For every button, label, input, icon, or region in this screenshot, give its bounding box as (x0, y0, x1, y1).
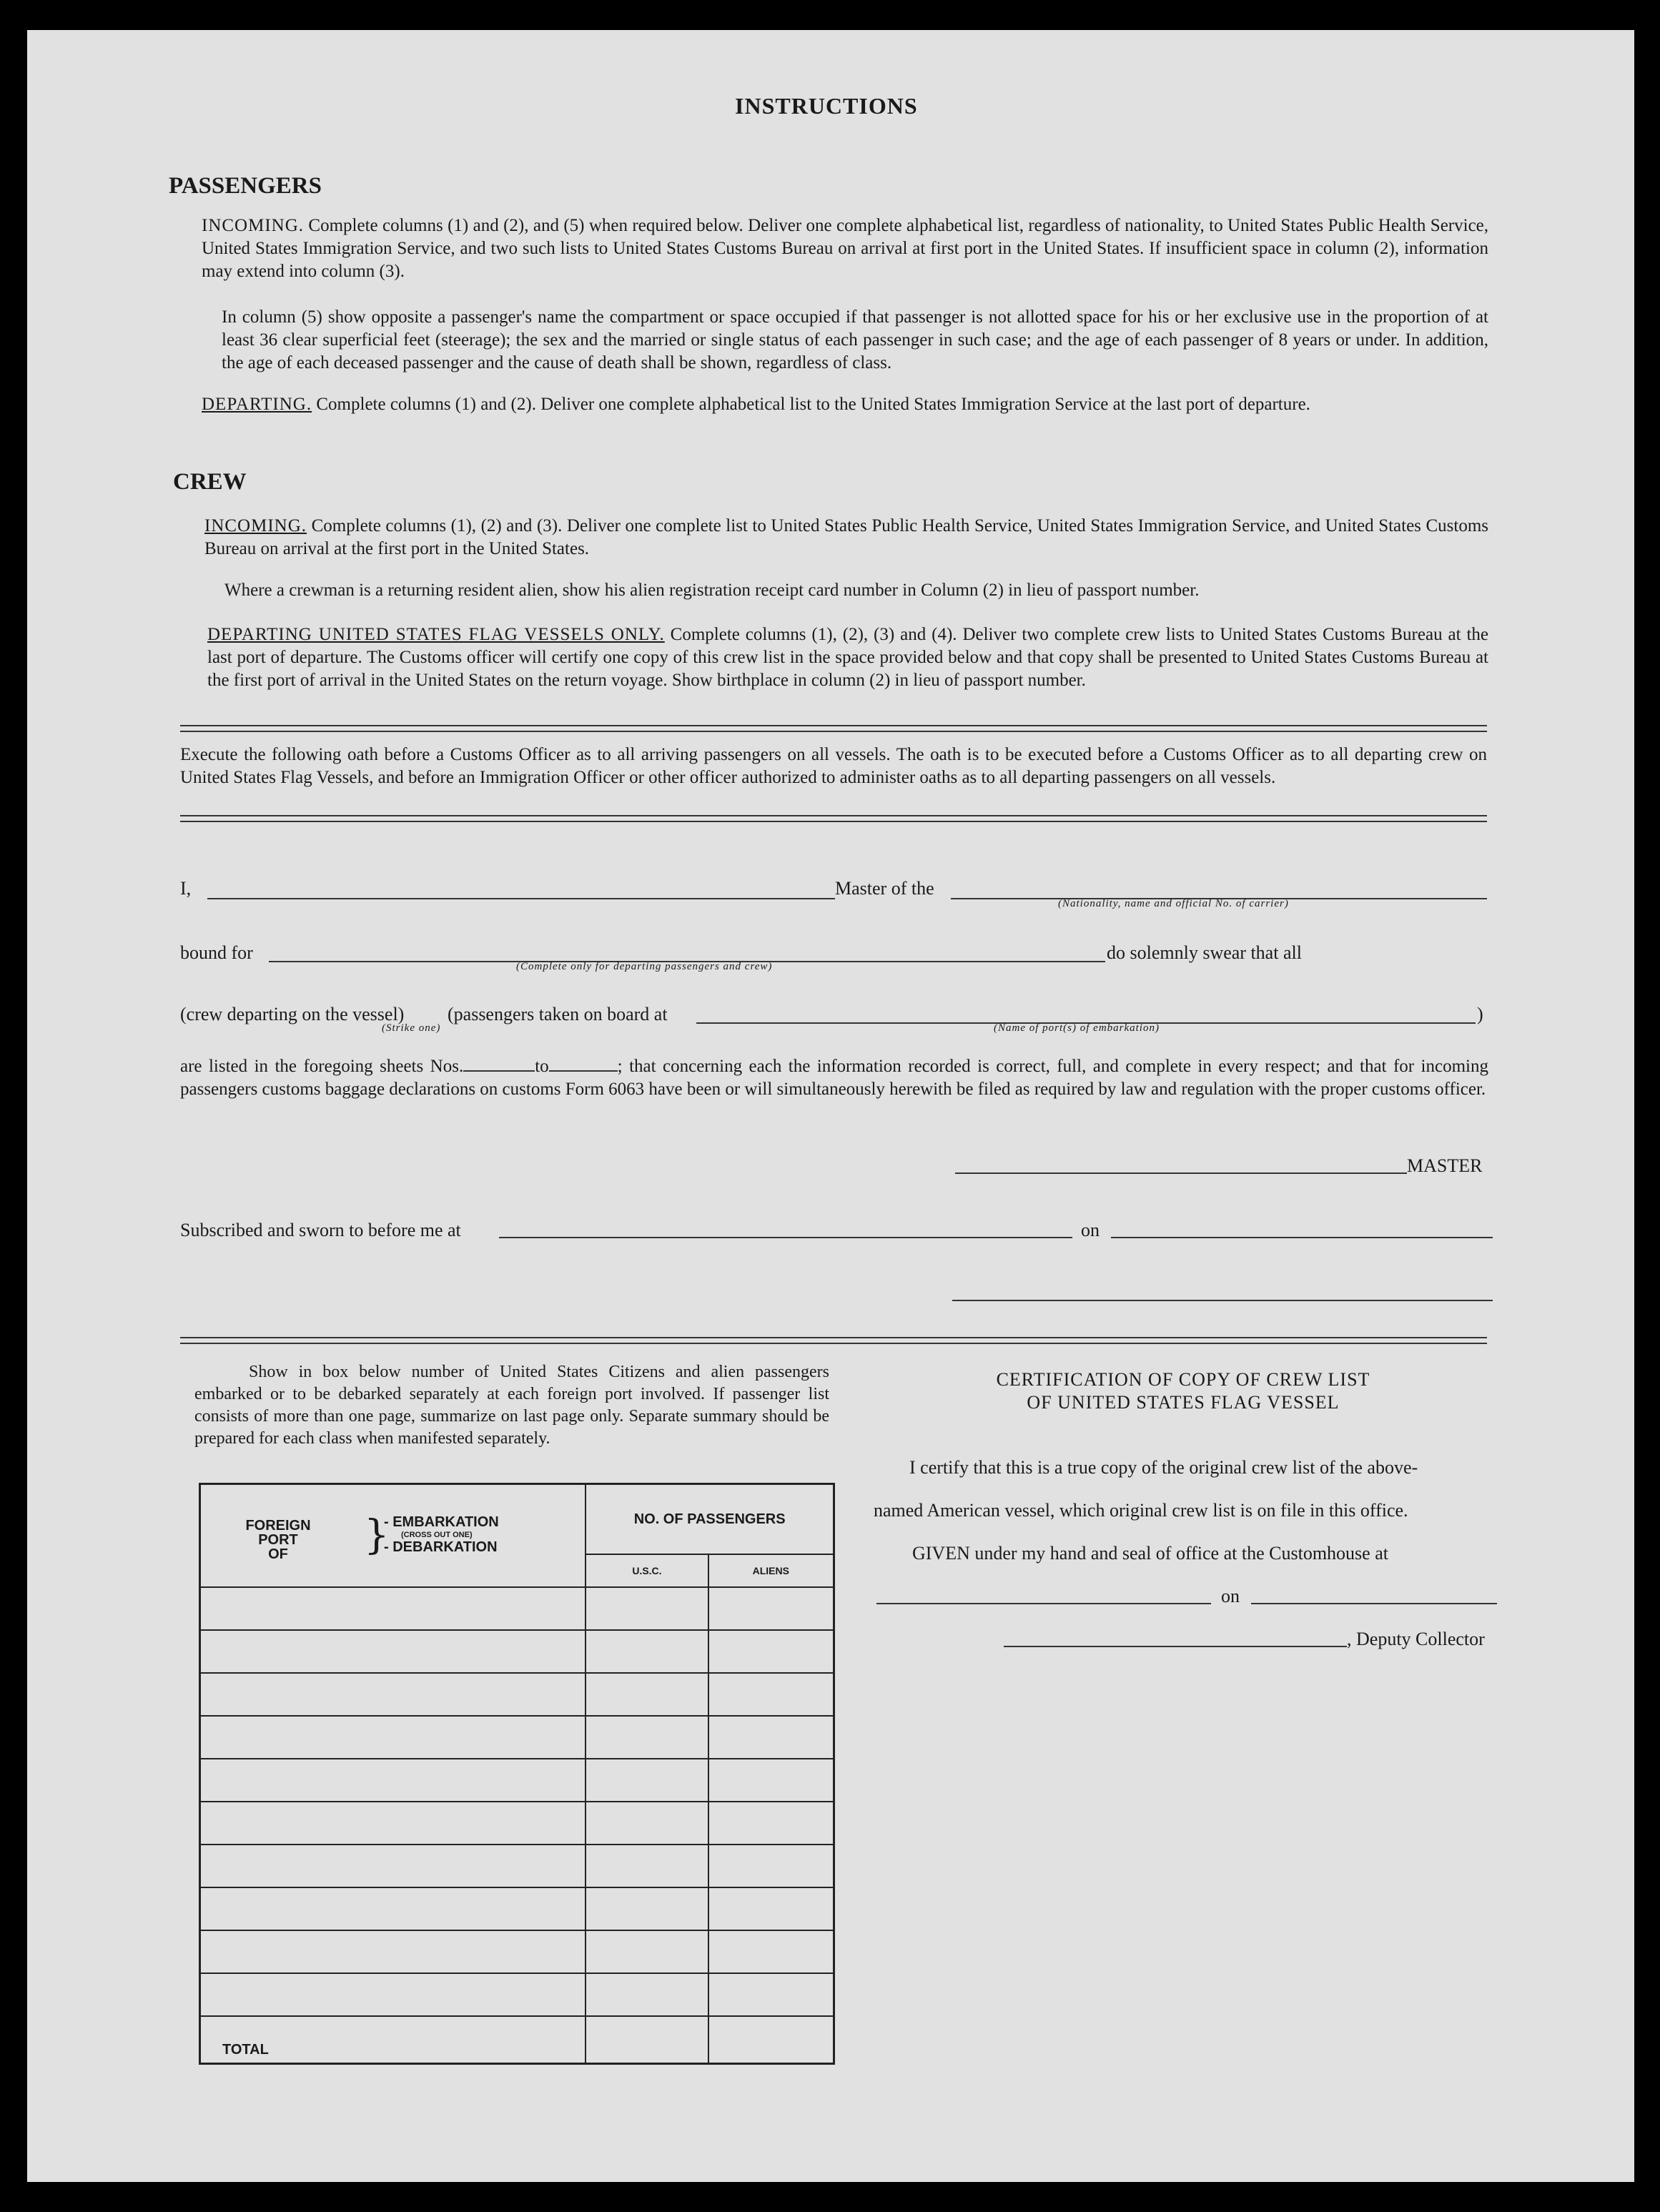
debarkation-option[interactable]: - DEBARKATION (384, 1539, 498, 1555)
crew-incoming-text: Complete columns (1), (2) and (3). Deliver one complete list to United States Public Health Service, United States Immigration Service, and United States Customs Bureau on arrival at the first port in the United States. (204, 516, 1488, 558)
aliens-cell[interactable] (708, 1630, 834, 1673)
deputy-signature-field[interactable] (1004, 1646, 1347, 1647)
deputy-collector-label: , Deputy Collector (1347, 1629, 1485, 1649)
usc-total-cell[interactable] (586, 2016, 708, 2064)
port-cell[interactable] (200, 1845, 586, 1887)
passengers-incoming-instruction (202, 214, 1488, 283)
sworn-place-field[interactable] (499, 1237, 1072, 1238)
total-label: TOTAL (200, 2016, 586, 2064)
passengers-taken-label: (passengers taken on board at (448, 1004, 668, 1024)
usc-cell[interactable] (586, 1716, 708, 1759)
subscribed-label: Subscribed and sworn to before me at (180, 1220, 461, 1240)
passengers-heading: PASSENGERS (169, 173, 322, 199)
passengers-incoming-text: Complete columns (1) and (2), and (5) when required below. Deliver one complete alphabetical list, regardless of nationality, to United States Public Health Service, United States Immigration Service, and two such lists to United States Customs Bureau on arrival at first port in the United States. If insufficient space in column (2), information may extend into column (3). (202, 216, 1489, 281)
listed-statement-b: ; that concerning each the information recorded is correct, full, and complete in every respect; and that for incoming passengers customs baggage declarations on customs Form 6063 have been or will simultaneously herewith be filed as required by law and regulation with the proper customs officer. (180, 1057, 1488, 1099)
sworn-on-label: on (1081, 1220, 1100, 1240)
listed-to-label: to (535, 1057, 549, 1076)
oath-i-label: I, (180, 878, 192, 899)
aliens-cell[interactable] (708, 1759, 834, 1802)
oath-instruction: Execute the following oath before a Customs Officer as to all arriving passengers on all vessels. The oath is to be executed before a Customs Officer as to all departing crew on United States Flag Vessels, and before an Immigration Officer or other officer authorized to administer oaths as to all departing passengers on all vessels. (180, 745, 1487, 787)
of-label: OF (268, 1546, 288, 1562)
port-cell[interactable] (200, 1673, 586, 1716)
summary-note: Show in box below number of United States Citizens and alien passengers embarked or to be debarked separately at each foreign port involved. If passenger list consists of more than one page, summarize on last page only. Separate summary should be prepared for each class when manifested separately. (194, 1363, 829, 1448)
brace-icon: } (364, 1512, 390, 1559)
table-row (200, 1802, 834, 1845)
page-title: INSTRUCTIONS (735, 93, 918, 119)
table-row (200, 1630, 834, 1673)
usc-cell[interactable] (586, 1673, 708, 1716)
sheet-to-field[interactable] (549, 1056, 618, 1072)
strike-one-caption: (Strike one) (382, 1022, 441, 1034)
listed-statement (180, 1055, 1488, 1101)
table-row (200, 1587, 834, 1630)
port-cell[interactable] (200, 1716, 586, 1759)
master-name-field[interactable] (207, 898, 835, 899)
sworn-date-field[interactable] (1111, 1237, 1493, 1238)
embarkation-option[interactable]: - EMBARKATION (384, 1514, 499, 1530)
bound-for-label: bound for (180, 942, 253, 963)
passengers-column5-instruction: In column (5) show opposite a passenger's name the compartment or space occupied if that passenger is not allotted space for his or her exclusive use in the proportion of at least 36 clear superficial feet (steerage); the sex and the married or single status of each passenger in such case; and the age of each passenger of 8 years or under. In addition, the age of each deceased passenger and the cause of death shall be shown, regardless of class. (222, 307, 1488, 372)
usc-cell[interactable] (586, 1973, 708, 2016)
usc-cell[interactable] (586, 1630, 708, 1673)
aliens-cell[interactable] (708, 1973, 834, 2016)
port-cell[interactable] (200, 1930, 586, 1973)
master-signature-field[interactable] (955, 1172, 1407, 1174)
usc-cell[interactable] (586, 1759, 708, 1802)
passengers-departing-lead: DEPARTING. (202, 395, 312, 414)
crew-departing-instruction (207, 623, 1488, 692)
certification-on-label: on (1221, 1586, 1240, 1606)
usc-cell[interactable] (586, 1930, 708, 1973)
ports-caption: (Name of port(s) of embarkation) (994, 1022, 1160, 1034)
listed-statement-a: are listed in the foregoing sheets Nos. (180, 1057, 464, 1076)
table-row (200, 1930, 834, 1973)
customhouse-field[interactable] (876, 1603, 1211, 1604)
section-divider (180, 725, 1487, 732)
sheet-from-field[interactable] (463, 1056, 535, 1072)
crew-heading: CREW (173, 469, 247, 495)
port-cell[interactable] (200, 1759, 586, 1802)
usc-cell[interactable] (586, 1802, 708, 1845)
certification-line-3: GIVEN under my hand and seal of office at the Customhouse at (912, 1543, 1388, 1564)
master-label: MASTER (1407, 1155, 1483, 1176)
aliens-cell[interactable] (708, 1845, 834, 1887)
table-row (200, 1887, 834, 1930)
port-cell[interactable] (200, 1973, 586, 2016)
aliens-cell[interactable] (708, 1887, 834, 1930)
certification-date-field[interactable] (1251, 1603, 1497, 1604)
carrier-caption: (Nationality, name and official No. of carrier) (1058, 898, 1289, 909)
aliens-cell[interactable] (708, 1716, 834, 1759)
usc-cell[interactable] (586, 1845, 708, 1887)
usc-header: U.S.C. (586, 1554, 708, 1587)
bound-for-caption: (Complete only for departing passengers and crew) (516, 961, 773, 972)
section-divider (180, 815, 1487, 822)
aliens-header: ALIENS (708, 1554, 834, 1587)
aliens-cell[interactable] (708, 1587, 834, 1630)
foreign-port-of-label (228, 1519, 328, 1561)
embarkation-options (384, 1514, 499, 1556)
foreign-label: FOREIGN (245, 1518, 311, 1534)
certification-heading-line-2: OF UNITED STATES FLAG VESSEL (1027, 1392, 1340, 1413)
certification-line-1: I certify that this is a true copy of the original crew list of the above- (909, 1457, 1418, 1478)
section-divider (180, 1337, 1487, 1344)
aliens-cell[interactable] (708, 1930, 834, 1973)
crew-departing-label: (crew departing on the vessel) (180, 1004, 405, 1024)
certification-heading (858, 1368, 1508, 1414)
crew-departing-lead: DEPARTING UNITED STATES FLAG VESSELS ONLY. (207, 625, 665, 644)
aliens-cell[interactable] (708, 1802, 834, 1845)
port-cell[interactable] (200, 1802, 586, 1845)
cross-out-note: (CROSS OUT ONE) (401, 1531, 473, 1539)
port-cell[interactable] (200, 1630, 586, 1673)
port-label: PORT (258, 1532, 298, 1548)
usc-cell[interactable] (586, 1587, 708, 1630)
aliens-total-cell[interactable] (708, 2016, 834, 2064)
no-of-passengers-header: NO. OF PASSENGERS (586, 1484, 834, 1555)
port-header-cell (200, 1484, 586, 1588)
table-row (200, 1973, 834, 2016)
passengers-incoming-lead: INCOMING. (202, 216, 305, 235)
certification-line-2: named American vessel, which original crew list is on file in this office. (874, 1500, 1408, 1521)
crew-incoming-lead: INCOMING. (204, 516, 307, 535)
swear-label: do solemnly swear that all (1107, 942, 1302, 963)
passengers-departing-text: Complete columns (1) and (2). Deliver one complete alphabetical list to the United States Immigration Service at the last port of departure. (316, 395, 1310, 414)
master-of-the-label: Master of the (835, 878, 934, 899)
passenger-summary-table (199, 1483, 835, 2065)
table-row (200, 1759, 834, 1802)
table-row (200, 1716, 834, 1759)
total-row (200, 2016, 834, 2064)
table-row (200, 1845, 834, 1887)
port-cell[interactable] (200, 1887, 586, 1930)
crew-incoming-instruction (204, 515, 1488, 561)
crew-departing-text: Complete columns (1), (2), (3) and (4). Deliver two complete crew lists to United States Customs Bureau at the last port of departure. The Customs officer will certify one copy of this crew list in the space provided below and that copy shall be presented to United States Customs Bureau at the first port of arrival in the United States on the return voyage. Show birthplace in column (2) in lieu of passport number. (207, 625, 1488, 690)
certification-heading-line-1: CERTIFICATION OF COPY OF CREW LIST (996, 1369, 1370, 1390)
aliens-cell[interactable] (708, 1673, 834, 1716)
passengers-departing-instruction (202, 393, 1488, 416)
crew-alien-instruction: Where a crewman is a returning resident alien, show his alien registration receipt card number in Column (2) in lieu of passport number. (224, 581, 1200, 600)
officer-signature-field[interactable] (952, 1300, 1493, 1301)
close-paren: ) (1477, 1004, 1483, 1024)
table-row (200, 1673, 834, 1716)
port-cell[interactable] (200, 1587, 586, 1630)
usc-cell[interactable] (586, 1887, 708, 1930)
